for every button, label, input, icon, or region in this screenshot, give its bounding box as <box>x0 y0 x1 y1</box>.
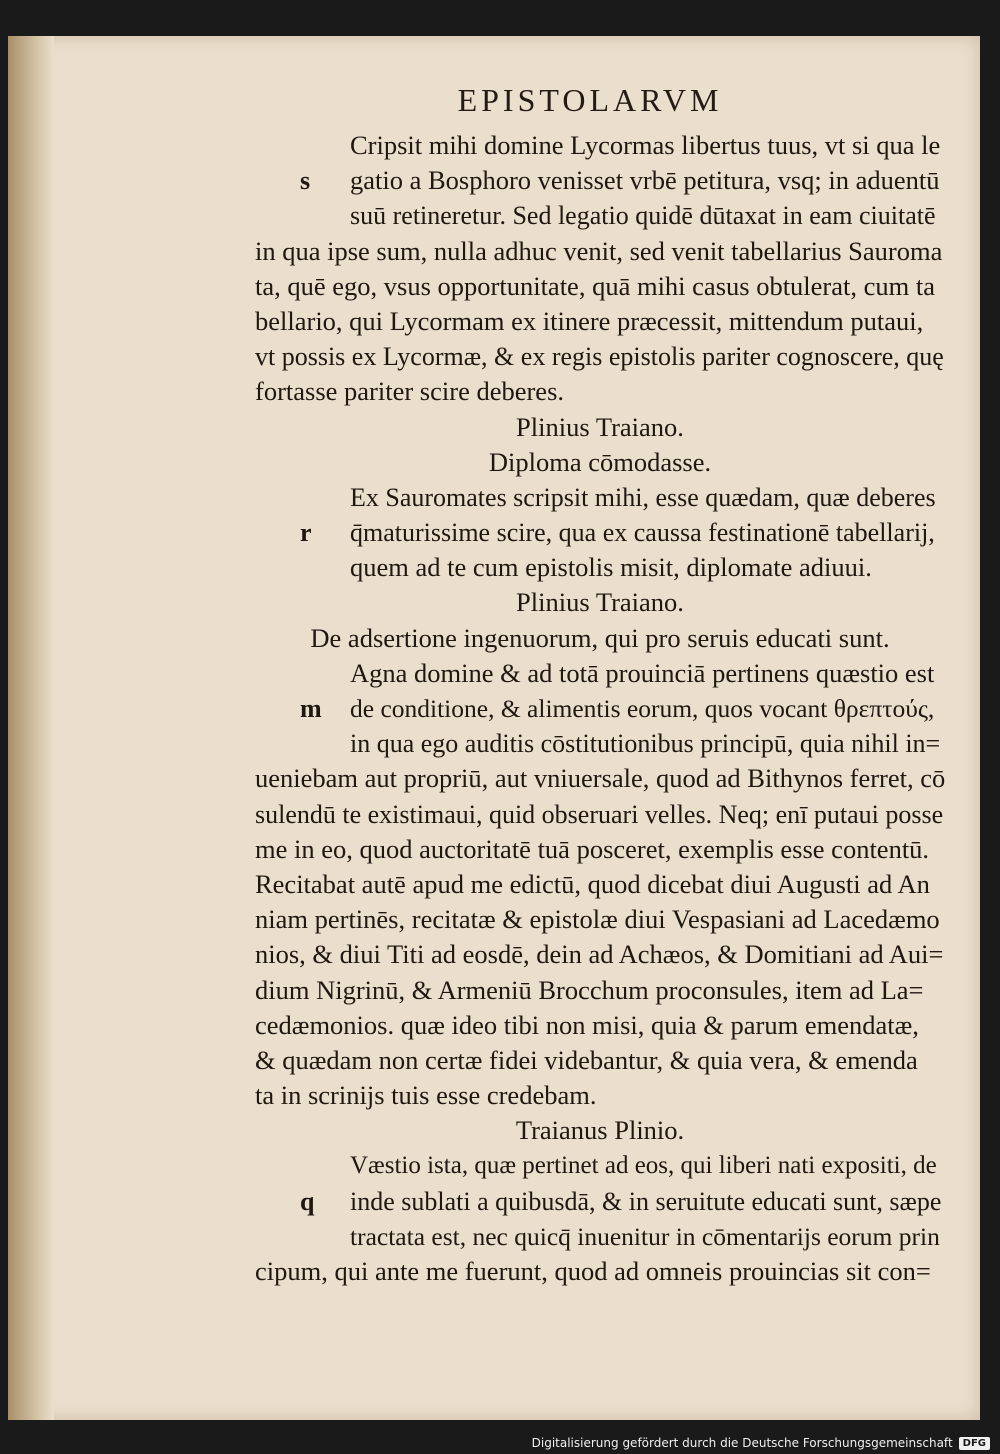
section-heading <box>255 410 945 445</box>
text-line <box>255 515 945 550</box>
line-text: gatio a Bosphoro venisset vrbē petitura, vsq; in aduentū <box>350 165 940 196</box>
text-line <box>255 480 945 515</box>
text-line <box>255 691 945 726</box>
text-line <box>255 163 945 198</box>
text-line <box>255 761 945 796</box>
text-line <box>255 797 945 832</box>
line-text: De adsertione ingenuorum, qui pro seruis educati sunt. <box>310 622 890 653</box>
line-text: Ex Sauromates scripsit mihi, esse quædam, quæ deberes <box>350 482 936 512</box>
running-head: EPISTOLARVM <box>457 82 723 118</box>
line-text: quem ad te cum epistolis misit, diplomate adiuui. <box>350 552 872 583</box>
line-text: Agna domine & ad totā prouinciā pertinens quæstio est <box>350 657 935 688</box>
text-line <box>255 1008 945 1043</box>
line-text: Plinius Traiano. <box>516 411 684 442</box>
line-text: cipum, qui ante me fuerunt, quod ad omneis prouincias sit con= <box>255 1256 931 1286</box>
text-line <box>255 973 945 1008</box>
text-line <box>255 234 945 269</box>
footer-text: Digitalisierung gefördert durch die Deutsche Forschungsgemeinschaft <box>531 1436 953 1450</box>
line-text: dium Nigrinū, & Armeniū Brocchum proconsules, item ad La= <box>255 974 924 1005</box>
text-line <box>255 726 945 761</box>
text-block <box>255 128 945 1289</box>
section-heading <box>255 585 945 620</box>
line-text: Plinius Traiano. <box>516 587 684 618</box>
text-line <box>255 339 945 374</box>
line-text: bellario, qui Lycormam ex itinere præcessit, mittendum putaui, <box>255 305 924 336</box>
text-line <box>255 1043 945 1078</box>
line-text: ueniebam aut propriū, aut vniuersale, quod ad Bithynos ferret, cō <box>255 763 946 794</box>
line-text: me in eo, quod auctoritatē tuā posceret, exemplis esse contentū. <box>255 833 930 864</box>
text-line <box>255 374 945 409</box>
line-text: Væstio ista, quæ pertinet ad eos, qui liberi nati expositi, de <box>350 1152 937 1180</box>
text-line <box>255 198 945 233</box>
text-line <box>255 128 945 163</box>
line-text: in qua ipse sum, nulla adhuc venit, sed venit tabellarius Sauroma <box>255 235 943 266</box>
text-line <box>255 1184 945 1219</box>
text-line <box>255 656 945 691</box>
dfg-logo: DFG <box>959 1437 990 1450</box>
drop-cap-guide-letter: s <box>300 166 311 196</box>
page-gutter <box>8 36 54 1420</box>
line-text: Diploma cōmodasse. <box>488 446 712 477</box>
footer <box>532 1436 990 1450</box>
line-text: q̄maturissime scire, qua ex caussa festinationē tabellarij, <box>350 518 935 548</box>
text-line <box>255 269 945 304</box>
drop-cap-guide-letter: r <box>300 518 312 548</box>
line-text: nios, & diui Titi ad eosdē, dein ad Achæos, & Domitiani ad Aui= <box>255 939 944 970</box>
line-text: & quædam non certæ fidei videbantur, & quia vera, & emenda <box>255 1044 918 1075</box>
section-heading <box>255 1113 945 1148</box>
line-text: cedæmonios. quæ ideo tibi non misi, quia & parum emendatæ, <box>255 1009 919 1040</box>
line-text: Traianus Plinio. <box>515 1115 685 1146</box>
line-text: vt possis ex Lycormæ, & ex regis epistolis pariter cognoscere, quę <box>255 342 944 372</box>
text-line <box>255 832 945 867</box>
text-line <box>255 937 945 972</box>
line-text: tractata est, nec quicq̄ inuenitur in cōmentarijs eorum prin <box>350 1221 940 1251</box>
drop-cap-guide-letter: q <box>300 1186 315 1216</box>
text-line <box>255 1219 945 1254</box>
line-text: ta, quē ego, vsus opportunitate, quā mihi casus obtulerat, cum ta <box>255 270 936 301</box>
line-text: inde sublati a quibusdā, & in seruitute educati sunt, sæpe <box>350 1186 942 1216</box>
text-line <box>255 1078 945 1113</box>
line-text: suū retineretur. Sed legatio quidē dūtaxat in eam ciuitatē <box>350 201 936 231</box>
text-line <box>255 1148 945 1183</box>
line-text: Recitabat autē apud me edictū, quod dicebat diui Augusti ad An <box>255 868 930 899</box>
line-text: de conditione, & alimentis eorum, quos vocant θρεπτούς, <box>350 694 935 723</box>
line-text: fortasse pariter scire deberes. <box>255 376 565 407</box>
text-line <box>255 867 945 902</box>
line-text: niam pertinēs, recitatæ & epistolæ diui Vespasiani ad Lacedæmo <box>255 904 940 935</box>
drop-cap-guide-letter: m <box>300 694 322 723</box>
section-heading <box>255 445 945 480</box>
line-text: in qua ego auditis cōstitutionibus principū, quia nihil in= <box>350 729 941 759</box>
text-line <box>255 550 945 585</box>
text-line <box>255 902 945 937</box>
line-text: ta in scrinijs tuis esse credebam. <box>255 1080 597 1111</box>
line-text: Cripsit mihi domine Lycormas libertus tuus, vt si qua le <box>350 130 941 160</box>
text-line <box>255 304 945 339</box>
section-heading <box>255 621 945 656</box>
line-text: sulendū te existimaui, quid obseruari velles. Neq; enī putaui posse <box>255 799 944 829</box>
text-line <box>255 1254 945 1289</box>
